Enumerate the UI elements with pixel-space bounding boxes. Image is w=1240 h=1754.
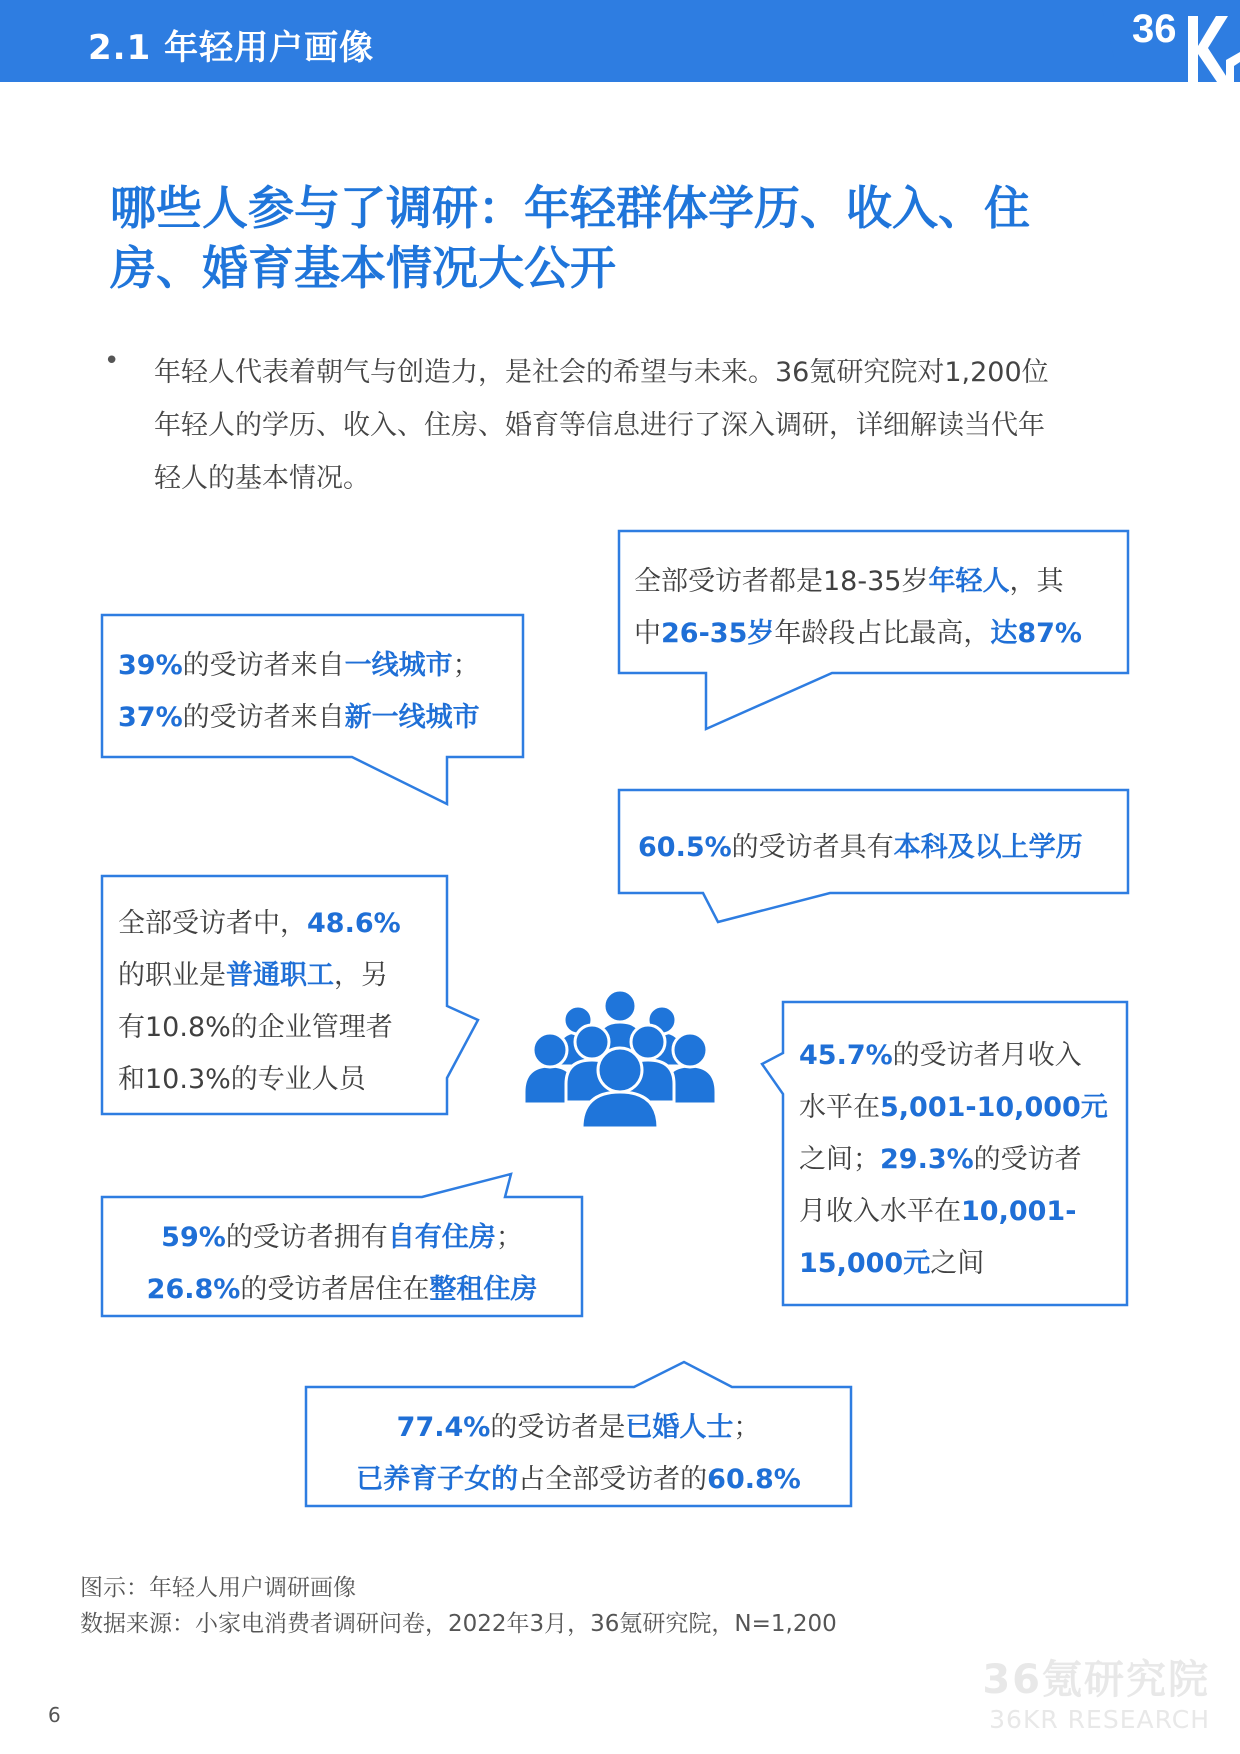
svg-text:36: 36 bbox=[1132, 7, 1177, 51]
income-callout: 45.7%的受访者月收入 水平在5,001-10,000元 之间；29.3%的受访者 月收入水平在10,001- 15,000元之间 bbox=[799, 1040, 1108, 1279]
data-source: 数据来源：小家电消费者调研问卷，2022年3月，36氪研究院，N=1,200 bbox=[80, 1611, 837, 1637]
figure-label: 图示：年轻人用户调研画像 bbox=[80, 1575, 356, 1601]
intro-line-2: 年轻人的学历、收入、住房、婚育等信息进行了深入调研，详细解读当代年 bbox=[154, 410, 1045, 441]
main-title-line-1: 哪些人参与了调研：年轻群体学历、收入、住 bbox=[110, 181, 1030, 235]
watermark-cn: 36氪研究院 bbox=[982, 1657, 1210, 1703]
page-number: 6 bbox=[48, 1703, 61, 1727]
housing-callout: 59%的受访者拥有自有住房； 26.8%的受访者居住在整租住房 bbox=[146, 1222, 538, 1305]
occupation-callout: 全部受访者中，48.6% 的职业是普通职工，另 有10.8%的企业管理者 和10.3%的专业人员 bbox=[118, 908, 401, 1095]
education-callout: 60.5%的受访者具有本科及以上学历 bbox=[638, 832, 1083, 863]
watermark-en: 36KR RESEARCH bbox=[989, 1705, 1210, 1734]
figure-caption bbox=[80, 1570, 980, 1642]
intro-line-1: 年轻人代表着朝气与创造力，是社会的希望与未来。36氪研究院对1,200位 bbox=[154, 357, 1049, 388]
main-title-line-2: 房、婚育基本情况大公开 bbox=[110, 241, 616, 295]
bullet-icon: • bbox=[104, 346, 120, 376]
watermark bbox=[982, 1648, 1210, 1734]
people-group-icon bbox=[520, 980, 720, 1130]
marriage-callout: 77.4%的受访者是已婚人士； 已养育子女的占全部受访者的60.8% bbox=[356, 1412, 801, 1495]
intro-line-3: 轻人的基本情况。 bbox=[154, 463, 370, 494]
age-callout: 全部受访者都是18-35岁年轻人，其 中26-35岁年龄段占比最高，达87% bbox=[634, 566, 1082, 649]
city-callout: 39%的受访者来自一线城市； 37%的受访者来自新一线城市 bbox=[118, 650, 480, 733]
section-title: 2.1 年轻用户画像 bbox=[88, 28, 375, 68]
